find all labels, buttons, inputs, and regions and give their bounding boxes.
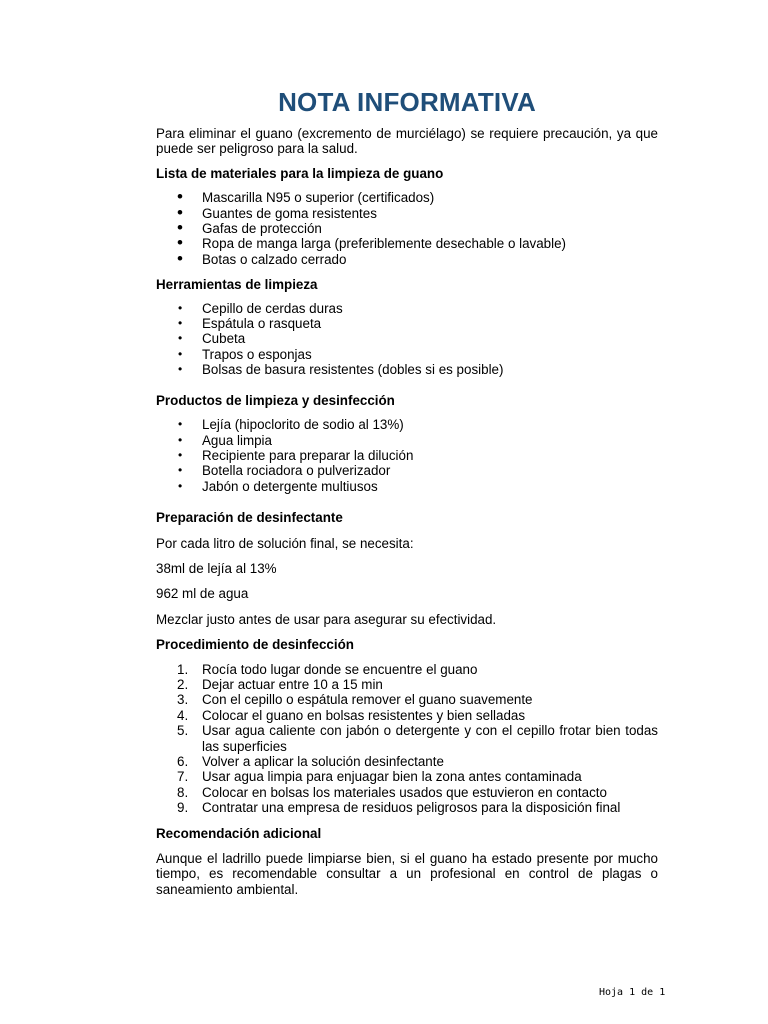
intro-paragraph: Para eliminar el guano (excremento de murciélago) se requiere precaución, ya que puede ser peligroso para la salud.	[156, 126, 658, 157]
products-heading: Productos de limpieza y desinfección	[156, 392, 395, 408]
list-item: 8. Colocar en bolsas los materiales usados que estuvieron en contacto	[177, 784, 607, 800]
list-item: • Mascarilla N95 o superior (certificados)	[156, 190, 658, 205]
list-item: 6. Volver a aplicar la solución desinfectante	[177, 754, 444, 769]
list-item: • Bolsas de basura resistentes (dobles si es posible)	[156, 362, 658, 377]
tools-list	[156, 301, 658, 378]
recommendation-paragraph: Aunque el ladrillo puede limpiarse bien, si el guano ha estado presente por mucho tiempo, es recomendable consultar a un profesional en control de plagas o saneamiento ambiental.	[156, 851, 658, 897]
list-item: • Gafas de protección	[156, 221, 658, 236]
list-item: • Botella rociadora o pulverizador	[156, 463, 658, 478]
materials-list	[156, 190, 658, 267]
list-item: 2. Dejar actuar entre 10 a 15 min	[177, 676, 383, 692]
list-item: 3. Con el cepillo o espátula remover el guano suavemente	[177, 692, 533, 708]
preparation-line: 38ml de lejía al 13%	[156, 560, 277, 576]
preparation-line: Mezclar justo antes de usar para asegurar su efectividad.	[156, 611, 497, 627]
procedure-list	[156, 662, 658, 816]
list-item: • Recipiente para preparar la dilución	[156, 448, 658, 463]
list-item: • Trapos o esponjas	[156, 347, 658, 362]
list-item: • Jabón o detergente multiusos	[156, 479, 658, 494]
recommendation-heading: Recomendación adicional	[156, 825, 322, 841]
list-item: 5. Usar agua caliente con jabón o detergente y con el cepillo frotar bien todas las superficies	[177, 723, 658, 754]
list-item: • Ropa de manga larga (preferiblemente desechable o lavable)	[156, 236, 658, 251]
list-item: • Espátula o rasqueta	[156, 316, 658, 331]
products-list	[156, 417, 658, 494]
document-title: NOTA INFORMATIVA	[278, 87, 536, 117]
list-item: • Cubeta	[156, 331, 658, 346]
page-number-footer: Hoja 1 de 1	[599, 987, 666, 998]
list-item: 9. Contratar una empresa de residuos peligrosos para la disposición final	[177, 800, 621, 816]
list-item: 4. Colocar el guano en bolsas resistentes y bien selladas	[177, 707, 526, 723]
list-item: 1. Rocía todo lugar donde se encuentre el guano	[177, 661, 478, 677]
preparation-line: 962 ml de agua	[156, 586, 249, 602]
preparation-heading: Preparación de desinfectante	[156, 510, 343, 526]
list-item: 7. Usar agua limpia para enjuagar bien la zona antes contaminada	[177, 769, 582, 785]
tools-heading: Herramientas de limpieza	[156, 277, 318, 293]
list-item: • Botas o calzado cerrado	[156, 252, 658, 267]
materials-heading: Lista de materiales para la limpieza de guano	[156, 165, 444, 181]
list-item: • Cepillo de cerdas duras	[156, 301, 658, 316]
preparation-line: Por cada litro de solución final, se necesita:	[156, 535, 414, 551]
list-item: • Agua limpia	[156, 433, 658, 448]
list-item: • Lejía (hipoclorito de sodio al 13%)	[156, 417, 658, 432]
document-page	[156, 86, 658, 897]
list-item: • Guantes de goma resistentes	[156, 206, 658, 221]
procedure-heading: Procedimiento de desinfección	[156, 637, 354, 653]
